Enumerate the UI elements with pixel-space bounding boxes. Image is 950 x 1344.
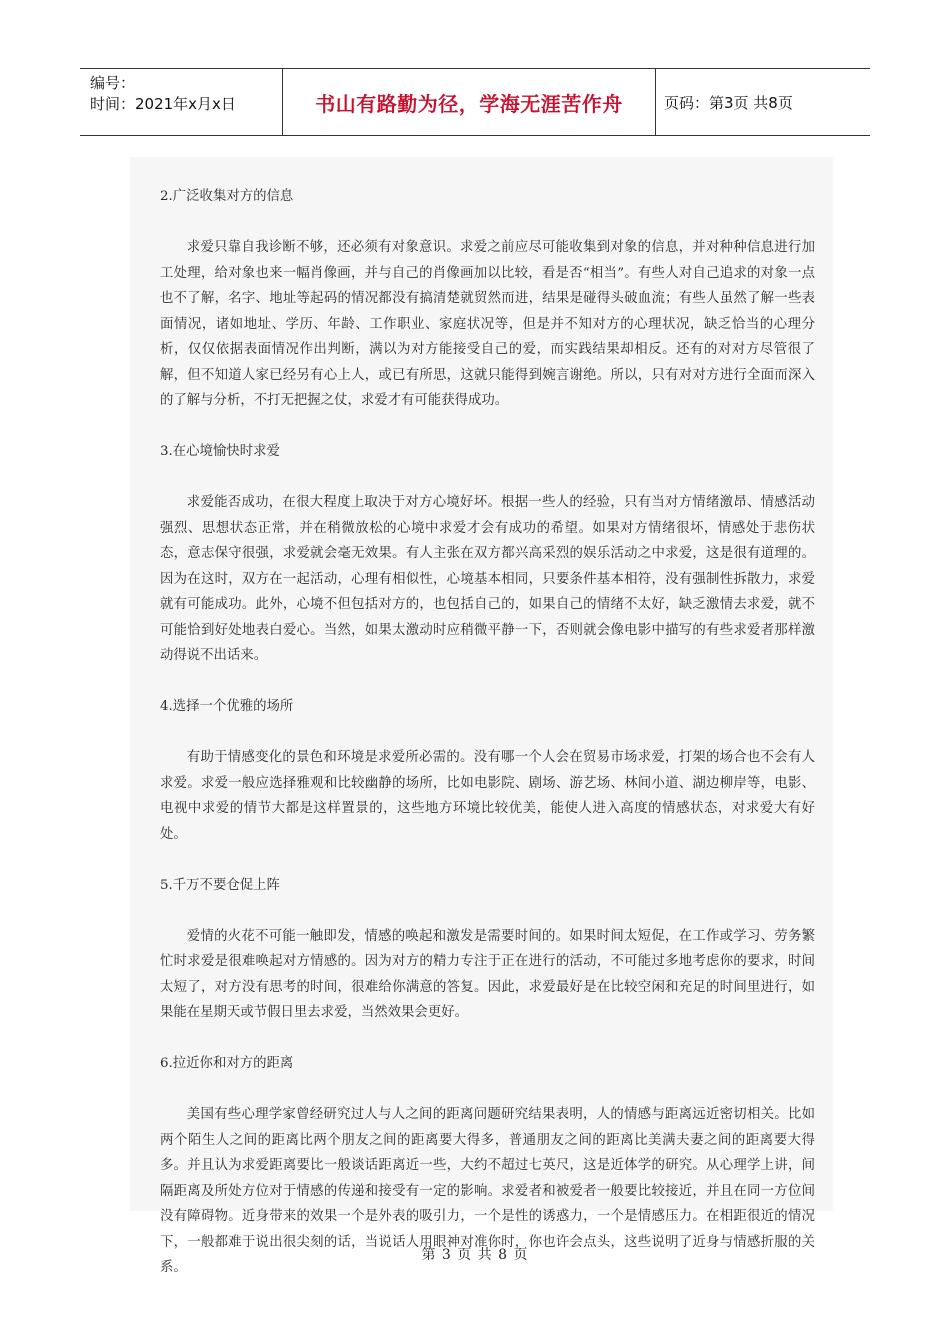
section-paragraph: 求爱只靠自我诊断不够，还必须有对象意识。求爱之前应尽可能收集到对象的信息，并对种种信息进行加工处理，给对象也来一幅肖像画，并与自己的肖像画加以比较，看是否“相当”。有些人对自己追求的对象一点也不了解，名字、地址等起码的情况都没有搞清楚就贸然而进，结果是碰得头破血流；有些人虽然了解一些表面情况，诸如地址、学历、年龄、工作职业、家庭状况等，但是并不知对方的心理状况，缺乏恰当的心理分析，仅仅依据表面情况作出判断，满以为对方能接受自己的爱，而实践结果却相反。还有的对对方尽管很了解，但不知道人家已经另有心上人，或已有所思，这就只能得到婉言谢绝。所以，只有对对方进行全面而深入的了解与分析，不打无把握之仗，求爱才有可能获得成功。 [160, 240, 815, 408]
header-meta [80, 69, 282, 135]
section-paragraph: 有助于情感变化的景色和环境是求爱所必需的。没有哪一个人会在贸易市场求爱，打架的场合也不会有人求爱。求爱一般应选择雅观和比较幽静的场所，比如电影院、剧场、游艺场、林间小道、湖边柳岸等，电影、电视中求爱的情节大都是这样置景的，这些地方环境比较优美，能使人进入高度的情感状态，对求爱大有好处。 [160, 750, 815, 842]
document-time-label: 时间：2021年x月x日 [90, 95, 236, 113]
section-5 [160, 873, 815, 1026]
header-page-label: 页码：第3页 共8页 [664, 93, 793, 112]
document-number-label: 编号： [90, 74, 136, 92]
section-heading: 4.选择一个优雅的场所 [160, 699, 294, 714]
section-3 [160, 439, 815, 669]
page-footer: 第 3 页 共 8 页 [421, 1247, 529, 1263]
page-header [80, 68, 870, 136]
section-heading: 3.在心境愉快时求爱 [160, 444, 280, 459]
section-paragraph: 爱情的火花不可能一触即发，情感的唤起和激发是需要时间的。如果时间太短促，在工作或学习、劳务繁忙时求爱是很难唤起对方情感的。因为对方的精力专注于正在进行的活动，不可能过多地考虑你的要求，时间太短了，对方没有思考的时间，很难给你满意的答复。因此，求爱最好是在比较空闲和充足的时间里进行，如果能在星期天或节假日里去求爱，当然效果会更好。 [160, 928, 815, 1020]
section-heading: 2.广泛收集对方的信息 [160, 189, 294, 204]
section-heading: 6.拉近你和对方的距离 [160, 1056, 294, 1071]
section-2 [160, 184, 815, 414]
section-4 [160, 694, 815, 847]
header-motto: 书山有路勤为径，学海无涯苦作舟 [282, 69, 656, 135]
section-heading: 5.千万不要仓促上阵 [160, 877, 280, 893]
section-paragraph: 美国有些心理学家曾经研究过人与人之间的距离问题研究结果表明，人的情感与距离远近密切相关。比如两个陌生人之间的距离比两个朋友之间的距离要大得多，普通朋友之间的距离比美满夫妻之间的距离要大得多。并且认为求爱距离要比一般谈话距离近一些，大约不超过七英尺，这是近体学的研究。从心理学上讲，间隔距离及所处方位对于情感的传递和接受有一定的影响。求爱者和被爱者一般要比较接近，并且在同一方位间没有障碍物。近身带来的效果一个是外表的吸引力，一个是性的诱惑力，一个是情感压力。在相距很近的情况下，一般都难于说出很尖刻的话，当说话人用眼神对准你时，你也许会点头，这些说明了近身与情感折服的关系。 [160, 1107, 815, 1275]
section-paragraph: 求爱能否成功，在很大程度上取决于对方心境好坏。根据一些人的经验，只有当对方情绪激昂、情感活动强烈、思想状态正常，并在稍微放松的心境中求爱才会有成功的希望。如果对方情绪很坏，情感处于悲伤状态，意志保守很强，求爱就会毫无效果。有人主张在双方都兴高采烈的娱乐活动之中求爱，这是很有道理的。因为在这时，双方在一起活动，心理有相似性，心境基本相同，只要条件基本相符，没有强制性拆散力，求爱就有可能成功。此外，心境不但包括对方的，也包括自己的，如果自己的情绪不太好，缺乏激情去求爱，就不可能恰到好处地表白爱心。当然，如果太激动时应稍微平静一下，否则就会像电影中描写的有些求爱者那样激动得说不出话来。 [160, 495, 815, 663]
